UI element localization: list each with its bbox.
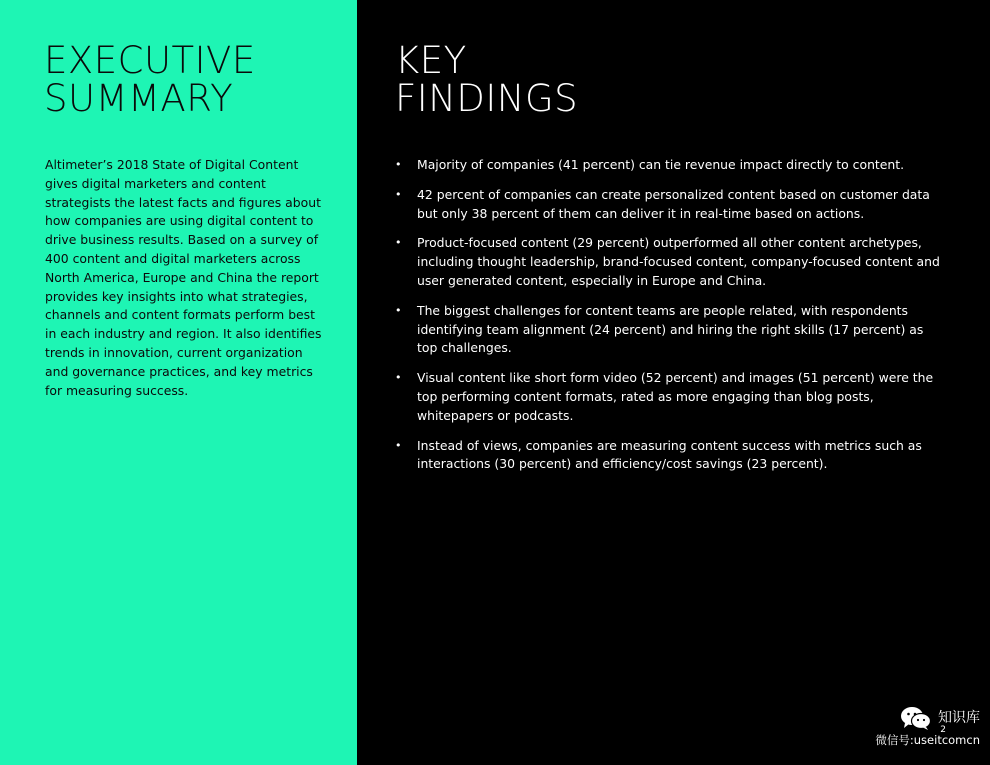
heading-line: FINDINGS [395, 77, 579, 120]
key-findings-heading [395, 39, 579, 120]
finding-text: Visual content like short form video (52 percent) and images (51 percent) were the top performing content formats, rated as more engaging than blog posts, whitepapers or podcasts. [417, 370, 934, 423]
page-number: 2 [940, 725, 946, 735]
finding-item [395, 369, 943, 425]
bullet-icon: • [395, 438, 402, 452]
bullet-icon: • [395, 303, 402, 317]
finding-item [395, 156, 943, 175]
finding-item [395, 437, 943, 475]
watermark [875, 705, 980, 747]
executive-summary-text: Altimeter’s 2018 State of Digital Content gives digital marketers and content strategists the latest facts and figures about how companies are using digital content to drive business results. Based on a survey of 400 content and digital marketers across North America, Europe and China the report provides key insights into what strategies, channels and content formats perform best in each industry and region. It also identifies trends in innovation, current organization and governance practices, and key metrics for measuring success. [45, 157, 322, 398]
finding-text: Instead of views, companies are measuring content success with metrics such as interactions (30 percent) and efficiency/cost savings (23 percent). [417, 437, 922, 472]
key-findings-panel [357, 0, 990, 765]
bullet-icon: • [395, 236, 402, 250]
key-findings-list [395, 156, 943, 485]
watermark-subtitle: 微信号:useitcomcn [875, 733, 980, 747]
bullet-icon: • [395, 158, 402, 171]
executive-summary-panel [0, 0, 357, 765]
heading-line: SUMMARY [44, 77, 234, 120]
wechat-icon [900, 705, 932, 731]
finding-text: Majority of companies (41 percent) can tie revenue impact directly to content. [417, 157, 905, 172]
executive-summary-heading [44, 39, 256, 120]
bullet-icon: • [395, 371, 402, 385]
watermark-title: 知识库 [938, 710, 980, 726]
finding-text: Product-focused content (29 percent) outperformed all other content archetypes, including thought leadership, brand-focused content, company-focused content and user generated content, especially in Europe and China. [417, 235, 940, 288]
finding-text: The biggest challenges for content teams are people related, with respondents identifying team alignment (24 percent) and hiring the right skills (17 percent) as top challenges. [417, 302, 924, 356]
heading-line: KEY [395, 39, 467, 82]
finding-item [395, 302, 943, 358]
finding-item [395, 186, 943, 224]
finding-item [395, 234, 943, 290]
bullet-icon: • [395, 187, 402, 201]
heading-line: EXECUTIVE [44, 39, 256, 82]
finding-text: 42 percent of companies can create personalized content based on customer data but only 38 percent of them can deliver it in real-time based on actions. [417, 186, 930, 221]
